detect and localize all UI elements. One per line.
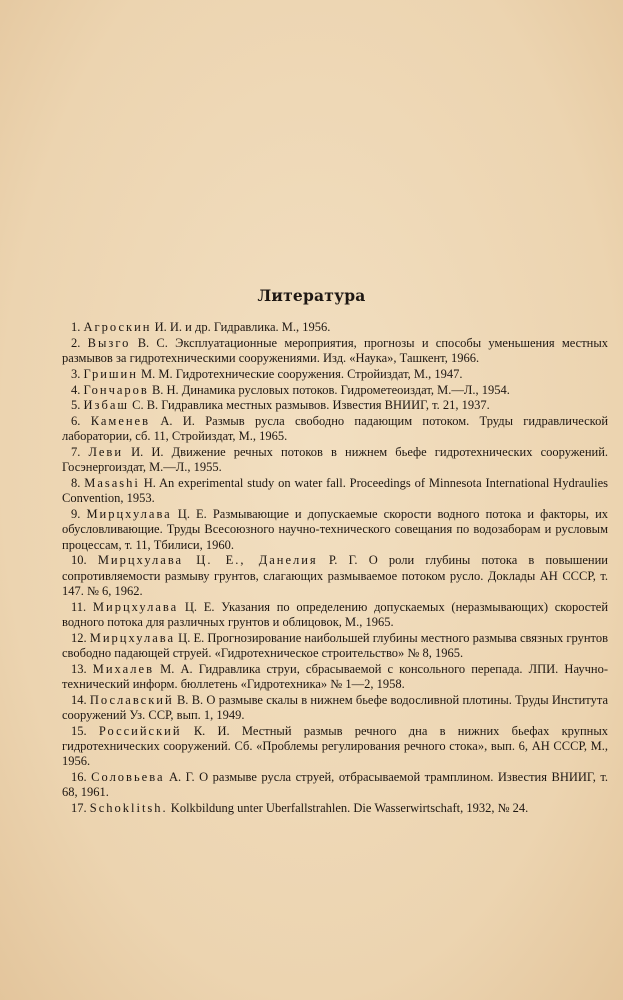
reference-number: 1.: [71, 320, 81, 334]
reference-text: И. И. Движение речных потоков в нижнем бьефе гидротехнических сооружений. Госэнергоиздат, М.—Л., 1955.: [62, 445, 609, 475]
reference-item: [62, 445, 608, 475]
reference-number: 7.: [71, 445, 81, 460]
reference-author: Мирцхулава: [92, 599, 179, 614]
reference-number: 17.: [71, 800, 87, 815]
reference-text: А. И. Размыв русла свободно падающим потоком. Труды гидравлической лаборатории, сб. 11, Стройиздат, М., 1965.: [62, 414, 609, 444]
reference-item: [62, 662, 608, 692]
reference-author: Михалев: [92, 661, 154, 676]
reference-item: [62, 724, 608, 770]
reference-number: 5.: [71, 398, 81, 413]
reference-item: [62, 693, 608, 723]
reference-author: Соловьева: [91, 769, 165, 784]
reference-author: Мирцхулава Ц. Е., Данелия: [97, 553, 318, 568]
reference-author: Masashi: [84, 476, 140, 491]
reference-text: В. В. О размыве скалы в нижнем бьефе водосливной плотины. Труды Института сооружений Уз. ССР, вып. 1, 1949.: [62, 692, 608, 722]
reference-item: [62, 553, 608, 599]
reference-list: [62, 320, 608, 817]
reference-number: 4.: [71, 382, 81, 397]
reference-text: И. И. и др. Гидравлика. М., 1956.: [154, 320, 331, 334]
reference-text: В. Н. Динамика русловых потоков. Гидрометеоиздат, М.—Л., 1954.: [151, 382, 510, 397]
reference-item: [62, 801, 608, 816]
reference-text: С. В. Гидравлика местных размывов. Известия ВНИИГ, т. 21, 1937.: [132, 398, 490, 413]
reference-item: [62, 476, 608, 506]
reference-author: Мирцхулава: [89, 630, 176, 645]
reference-item: [62, 398, 608, 413]
reference-text: Р. Г. О роли глубины потока в повышении сопротивляемости размыву грунтов, слагающих размываемое потоком русло. Доклады АН СССР, т. 147. № 6, 1962.: [62, 553, 608, 598]
reference-text: H. An experimental study on water fall. Proceedings of Minnesota International Hydraulies Convention, 1953.: [62, 476, 609, 506]
reference-author: Агроскин: [83, 320, 152, 334]
reference-item: [62, 336, 608, 366]
reference-item: [62, 631, 608, 661]
reference-number: 13.: [71, 661, 87, 676]
reference-item: [62, 367, 608, 382]
reference-number: 14.: [71, 692, 87, 707]
reference-text: К. И. Местный размыв речного дна в нижних бьефах крупных гидротехнических сооружений. Сб. «Проблемы регулирования речного стока», вып. 6, АН СССР, М., 1956.: [62, 723, 609, 768]
reference-author: Вызго: [87, 335, 131, 350]
reference-text: Ц. Е. Указания по определению допускаемых (неразмывающих) скоростей водного потока для различных грунтов и облицовок, М., 1965.: [62, 599, 609, 629]
reference-item: [62, 507, 608, 553]
reference-author: Гришин: [83, 366, 138, 381]
reference-number: 16.: [71, 769, 87, 784]
reference-item: [62, 383, 608, 398]
reference-number: 6.: [71, 414, 81, 429]
reference-item: [62, 320, 608, 335]
reference-text: Ц. Е. Размывающие и допускаемые скорости водного потока и факторы, их обусловливающие. Труды Всесоюзного научно-технического совещания по водозаборам и русловым процессам, т. 11, Тбилиси, 1960.: [62, 507, 609, 552]
reference-author: Леви: [88, 445, 124, 460]
reference-text: Ц. Е. Прогнозирование наибольшей глубины местного размыва связных грунтов свободно падающей струей. «Гидротехническое строительство» № 8, 1965.: [62, 630, 608, 660]
reference-text: М. М. Гидротехнические сооружения. Стройиздат, М., 1947.: [141, 366, 463, 381]
reference-number: 15.: [71, 723, 87, 738]
reference-number: 3.: [71, 366, 81, 381]
reference-author: Пославский: [89, 692, 174, 707]
reference-number: 11.: [71, 599, 87, 614]
reference-number: 9.: [71, 507, 81, 522]
reference-number: 12.: [71, 630, 87, 645]
reference-number: 2.: [71, 335, 81, 350]
reference-text: М. А. Гидравлика струи, сбрасываемой с консольного перепада. ЛПИ. Научно-технический информ. бюллетень «Гидротехника» № 1—2, 1958.: [62, 661, 608, 691]
reference-author: Гончаров: [83, 382, 149, 397]
reference-text: А. Г. О размыве русла струей, отбрасываемой трамплином. Известия ВНИИГ, т. 68, 1961.: [62, 769, 608, 799]
reference-author: Каменев: [90, 414, 151, 429]
reference-author: Мирцхулава: [86, 507, 172, 522]
reference-text: Kolkbildung unter Uberfallstrahlen. Die Wasserwirtschaft, 1932, № 24.: [170, 800, 529, 815]
reference-number: 8.: [71, 476, 81, 491]
reference-author: Schoklitsh.: [89, 800, 168, 815]
reference-text: В. С. Эксплуатационные мероприятия, прогнозы и способы уменьшения местных размывов за гидротехническими сооружениями. Изд. «Наука», Ташкент, 1966.: [62, 335, 609, 365]
reference-item: [62, 600, 608, 630]
reference-number: 10.: [71, 553, 87, 568]
reference-author: Избаш: [83, 398, 129, 413]
reference-item: [62, 414, 608, 444]
reference-author: Российский: [98, 723, 182, 738]
section-heading: Литература: [257, 286, 366, 305]
reference-item: [62, 770, 608, 800]
